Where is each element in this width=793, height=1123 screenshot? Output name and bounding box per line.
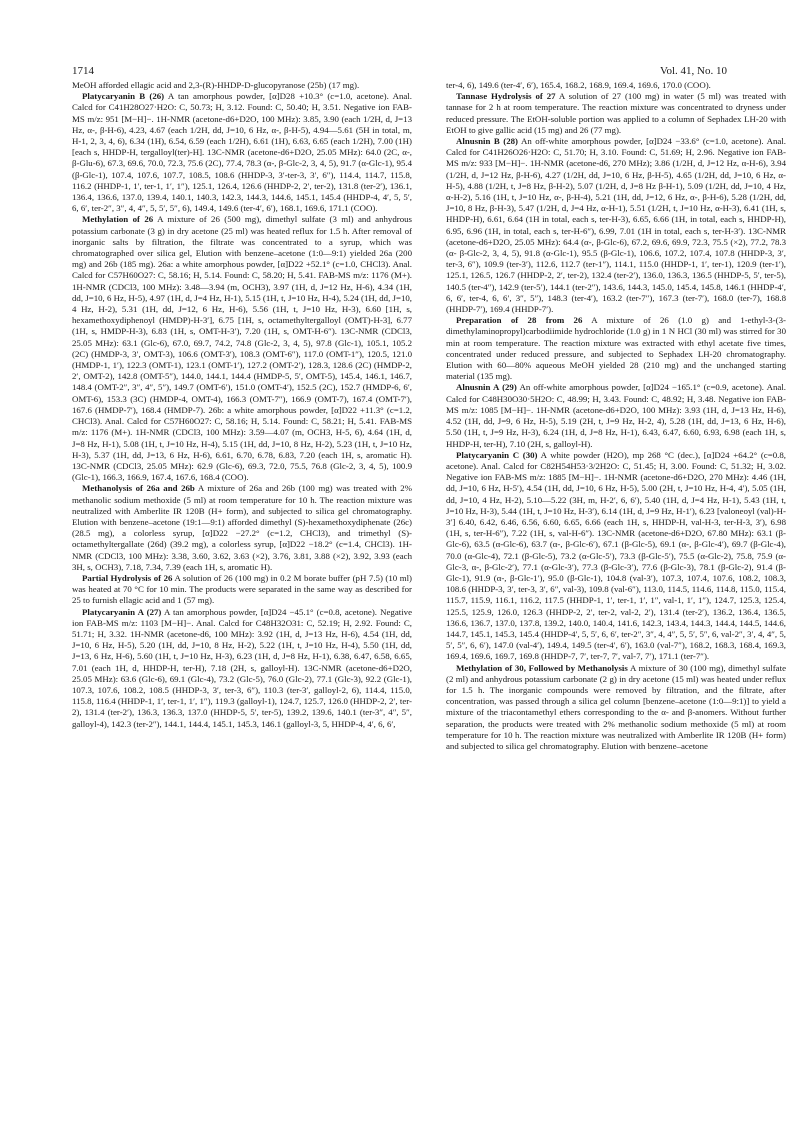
- paragraph-text: ter-4, 6), 149.6 (ter-4′, 6′), 165.4, 168.2, 168.9, 169.4, 169.6, 170.0 (COO).: [446, 80, 711, 90]
- paragraph-text: An off-white amorphous powder, [α]D24 −33.6° (c=1.0, acetone). Anal. Calcd for C41H26O26·H2O: C, 51.70; H, 3.10. Found: C, 51.69; H, 2.96. Negative ion FAB-MS m/z: 933 [M−H]−. 1H-NMR (acetone-d6, 270 MHz); 3.86 (1/2H, d, J=12 Hz, α-H-6), 3.94 (1/2H, d, J=12 Hz, β-H-6), 4.27 (1/2H, dd, J=10, 6 Hz, β-H-5), 4.65 (1/2H, dd, J=10, 6 Hz, α-H-5), 4.88 (1/2H, t, J=8 Hz, β-H-2), 5.07 (1/2H, d, J=8 Hz β-H-1), 5.09 (1/2H, dd, J=10, 4 Hz, α-H-2), 5.16 (1H, t, J=10 Hz, α-, β-H-4), 5.21 (1H, dd, J=12, 6 Hz, α-, β-H-6), 5.28 (1/2H, dd, J=10, 8 Hz, β-H-3), 5.47 (1/2H, d, J=4 Hz, α-H-1), 5.51 (1/2H, t, J=10 Hz, α-H-3), 6.41 (1H, s, HHDP-H), 6.61, 6.64 (1H in total, each s, ter-H-3), 6.65, 6.66 (1H, in total, each s, HHDP-H), 6.95, 6.96 (1H, in total, each s, ter-H-6″), 6.99, 7.01 (1H in total, each s, ter-H-3′). 13C-NMR (acetone-d6+D2O, 25.05 MHz): 64.4 (α-, β-Glc-6), 67.2, 69.6, 69.9, 72.3, 75.5 (×2), 77.2, 78.3 (α- β-Glc-2, 3, 4, 5), 91.8 (α-Glc-1), 95.5 (β-Glc-1), 106.6, 107.2, 107.4, 107.8 (HHDP-3, 3′, ter-3, 6″), 109.9 (ter-3′), 112.6, 112.7 (ter-1″), 114.1, 115.0 (HHDP-1, 1′, ter-1), 120.9 (ter-1′), 125.1, 126.5, 126.7 (HHDP-2, 2′, ter-2), 132.4 (ter-2′), 136.0, 136.3, 136.5 (HHDP-5, 5′, ter-5), 140.5 (ter-4″), 142.9 (ter-5′), 144.1 (ter-2″), 143.6, 144.3, 145.0, 145.4, 145.8, 146.1 (HHDP-4′, 6, 6′, ter-4, 6, 6′, 3″, 5″), 148.3 (ter-4′), 163.2 (ter-7″), 167.3 (ter-7′), 168.0 (ter-7), 168.8 (HHDP-7′), 169.4 (HHDP-7′).: [446, 136, 786, 315]
- paragraph: [446, 382, 786, 449]
- paragraph-heading: Tannase Hydrolysis of 27: [456, 91, 556, 102]
- paragraph-heading: Methylation of 30, Followed by Methanolysis: [456, 662, 628, 673]
- paragraph-heading: Alnusnin B (28): [456, 136, 518, 147]
- paragraph-text: A mixture of 26a and 26b (100 mg) was treated with 2% methanolic sodium methoxide (5 ml) at room temperature for 10 h. The reaction mixture was neutralized with Amberlite IR 120B (H+ form), and subjected to silica gel chromatography. Elution with benzene–acetone (19:1—9:1) afforded dimethyl (S)-hexamethoxydiphenate (26c) (28.5 mg), a colorless syrup, [α]D22 −27.2° (c=1.2, CHCl3), and trimethyl (S)-octamethyltergallate (26d) (39.2 mg), a colorless syrup, [α]D22 −18.2° (c=1.4, CHCl3). 1H-NMR (CDCl3, 100 MHz): 3.38, 3.60, 3.62, 3.63 (×2), 3.76, 3.81, 3.88 (×2), 3.92, 3.93 (each 3H, s, OCH3), 7.18, 7.34, 7.39 (each 1H, s, aromatic H).: [72, 483, 412, 572]
- paragraph: [446, 315, 786, 382]
- paragraph-text: An off-white amorphous powder, [α]D24 −165.1° (c=0.9, acetone). Anal. Calcd for C48H30O30·5H2O: C, 48.99; H, 3.43. Found: C, 48.92; H, 3.48. Negative ion FAB-MS m/z: 1085 [M−H]−. 1H-NMR (acetone-d6+D2O, 100 MHz): 3.93 (1H, d, J=13 Hz, H-6), 4.52 (1H, dd, J=9, 6 Hz, H-5), 5.19 (2H, t, J=9 Hz, H-2, 4), 5.28 (1H, dd, J=13, 6 Hz, H-6), 5.50 (1H, t, J=9 Hz, H-3), 6.24 (1H, d, J=8 Hz, H-1), 6.43, 6.47, 6.60, 6.93, 6.98 (each 1H, s, HHDP-H, ter-H), 7.10 (2H, s, galloyl-H).: [446, 382, 786, 449]
- page-number: 1714: [72, 65, 94, 77]
- paragraph-text: A tan amorphous powder, [α]D28 +10.3° (c=1.0, acetone). Anal. Calcd for C41H28O27·H2O: C, 50.73; H, 3.12. Found: C, 50.40; H, 3.51. Negative ion FAB-MS m/z: 951 [M−H]−. 1H-NMR (acetone-d6+D2O, 100 MHz): 3.85, 3.90 (each 1/2H, d, J=13 Hz, α-, β-H-6), 4.23, 4.67 (each 1/2H, dd, J=10, 6 Hz, α-, β-H-5), 4.94—5.61 (5H in total, m, H-1, 2, 3, 4, 6), 6.34 (1H), 6.54, 6.59 (each 1/2H), 6.61 (1H), 6.63, 6.65 (each 1/2H), 7.00 (1H) [each s, HHDP-H, tergalloyl(ter)-H]. 13C-NMR (acetone-d6+D2O, 25.05 MHz): 64.0 (2C, α-, β-Glu-6), 67.3, 69.6, 70.0, 72.3, 75.6 (2C), 77.4, 78.3 (α-, β-Glc-2, 3, 4, 5), 91.7 (α-Glc-1), 95.4 (β-Glc-1), 107.4, 107.6, 107.7, 108.5, 108.6 (HHDP-3, 3′-ter-3, 3′, 6″), 114.4, 114.7, 115.8, 116.2 (HHDP-1, 1′, ter-1, 1′, 1″), 125.1, 126.4, 126.6 (HHDP-2, 2′, ter-2), 131.8 (ter-2′), 136.1, 136.4, 136.6, 137.0, 139.4, 140.1, 140.3, 142.3, 144.3, 144.6, 145.1, 145.4 (HHDP-4, 4′, 5, 5′, 6, 6′, ter-2″, 3″, 4, 4″, 5, 5′, 5″, 6), 149.4, 149.6 (ter-4′, 6′), 168.1, 169.6, 171.1 (COO).: [72, 91, 412, 214]
- paragraph-text: A mixture of 26 (1.0 g) and 1-ethyl-3-(3-dimethylaminopropyl)carbodiimide hydrochloride (1.0 g) in 1 N HCl (30 ml) was stirred for 30 min at room temperature. The reaction mixture was extracted with ethyl acetate five times, concentrated under reduced pressure, and subjected to Sephadex LH-20 chromatography. Elution with 60—80% aqueous MeOH yielded 28 (210 mg) and the unchanged starting material (135 mg).: [446, 315, 786, 382]
- paragraph-heading: Platycaryanin C (30): [456, 449, 538, 460]
- paragraph: [72, 80, 412, 91]
- right-column: [446, 80, 786, 1105]
- volume-issue: Vol. 41, No. 10: [659, 65, 727, 77]
- paragraph-text: MeOH afforded ellagic acid and 2,3-(R)-HHDP-D-glucopyranose (25b) (17 mg).: [72, 80, 360, 90]
- paragraph-heading: Platycaryanin A (27): [82, 606, 162, 617]
- paragraph-heading: Methanolysis of 26a and 26b: [82, 483, 195, 494]
- paragraph-text: A mixture of 30 (100 mg), dimethyl sulfate (2 ml) and anhydrous potassium carbonate (2 g) in dry acetone (15 ml) was heated under reflux for 1.5 h. The inorganic compounds were removed by filtration, and the filtrate, after concentration, was passed through a silica gel column [benzene–acetone (1:0—9:1)] to yield a mixture of the triacontamethyl ethers corresponding to the α- and β-anomers. Without further separation, the products were treated with 2% methanolic sodium methoxide (5 ml) at room temperature for 10 h. The reaction mixture was neutralized with Amberlite IR 120B (H+ form) and subjected to silica gel chromatography. Elution with benzene–acetone: [446, 662, 786, 751]
- paragraph-text: A solution of 27 (100 mg) in water (5 ml) was treated with tannase for 2 h at room temperature. The reaction mixture was concentrated to dryness under reduced pressure. The EtOH-soluble portion was applied to a column of Sephadex LH-20 with EtOH to give gallic acid (15 mg) and 26 (77 mg).: [446, 91, 786, 135]
- paragraph-text: A white powder (H2O), mp 268 °C (dec.), [α]D24 +64.2° (c=0.8, acetone). Anal. Calcd for C82H54H53·3/2H2O: C, 51.45; H, 3.00. Found: C, 51.32; H, 3.02. Negative ion FAB-MS m/z: 1885 [M−H]−. 1H-NMR (acetone-d6+D2O, 270 MHz): 4.46 (1H, dd, J=10, 6 Hz, H-5′), 4.54 (1H, dd, J=10, 6 Hz, H-5), 5.00 (2H, t, J=10 Hz, H-4, 4′), 5.05 (1H, dd, J=10, 4 Hz, H-2), 5.10—5.22 (3H, m, H-2′, 6, 6′), 5.40 (1H, d, J=4 Hz, H-1), 5.43 (1H, t, J=10 Hz, H-3), 5.44 (1H, t, J=10 Hz, H-3′), 6.14 (1H, d, J=9 Hz, H-1′), 6.23 [valoneoyl (val)-H-3′] 6.40, 6.42, 6.46, 6.56, 6.60, 6.65, 6.66 (each 1H, s, HHDP-H, val-H-3, ter-H-3, 3′), 6.98 (1H, s, ter-H-6″), 7.22 (1H, s, val-H-6″). 13C-NMR (acetone-d6+D2O, 67.80 MHz): 63.1 (β-Glc-6), 63.5 (α-Glc-6), 63.7 (α-, β-Glc-6′), 67.1 (β-Glc-5), 69.1 (α-, β-Glc-4′), 69.7 (β-Glc-4), 70.0 (α-Glc-4), 72.1 (β-Glc-5), 73.2 (α-Glc-5′), 73.3 (β-Glc-5′), 75.5 (α-Glc-2), 75.8, 75.9 (α-Glc-3, α-, β-Glc-2′), 77.1 (α-Glc-3′), 77.3 (β-Glc-3′), 77.6 (β-Glc-3), 78.1 (β-Glc-2), 91.4 (β-Glc-1), 91.9 (α-, β-Glc-1′), 95.0 (β-Glc-1), 104.8 (val-3′), 107.3, 107.4, 107.6, 108.2, 108.3, 108.6 (HHDP-3, 3′, ter-3, 3′, 6″, val-3), 109.8 (val-6″), 113.0, 114.5, 114.6, 114.8, 115.0, 115.4, 115.7, 115.9, 116.1, 116.2, 117.5 (HHDP-1, 1′, ter-1, 1′, 1″, val-1, 1′, 1″), 124.7, 125.3, 125.4, 125.5, 125.9, 126.0, 126.3 (HHDP-2, 2′, ter-2, val-2, 2′), 131.4 (ter-2′), 136.2, 136.4, 136.5, 136.6, 136.7, 137.0, 137.8, 139.2, 140.0, 140.4, 141.6, 142.3, 143.4, 144.3, 144.4, 144.5, 144.6, 144.7, 145.1, 145.3, 145.4 (HHDP-4′, 5, 5′, 6, 6′, ter-2″, 3″, 4, 4″, 5, 5′, 5″, 6, val-2″, 3′, 4, 4″, 5, 5′, 5″, 6, 6′), 147.0 (val-4′), 149.4, 149.5 (ter-4′, 6′), 163.0 (val-7″), 168.2, 168.3, 168.4, 169.3, 169.4, 169.6, 169.7, 169.8 (HHDP-7, 7′, ter-7, 7′, val-7, 7′), 171.1 (ter-7″).: [446, 449, 786, 662]
- paragraph-heading: Alnusnin A (29): [456, 382, 517, 393]
- paragraph-heading: Partial Hydrolysis of 26: [82, 572, 173, 583]
- paragraph: [72, 573, 412, 607]
- paragraph: [446, 91, 786, 136]
- paragraph: [72, 91, 412, 214]
- running-head: [72, 64, 727, 80]
- paragraph-heading: Platycaryanin B (26): [82, 91, 165, 102]
- paragraph-text: A tan amorphous powder, [α]D24 −45.1° (c=0.8, acetone). Negative ion FAB-MS m/z: 1103 [M−H]−. Anal. Calcd for C48H32O31: C, 52.19; H, 2.92. Found: C, 51.71; H, 3.32. 1H-NMR (acetone-d6, 100 MHz): 3.92 (1H, d, J=13 Hz, H-6), 4.54 (1H, dd, J=10, 6 Hz, H-5), 5.20 (1H, dd, J=10, 8 Hz, H-2), 5.22 (1H, t, J=10 Hz, H-4), 5.50 (1H, dd, J=13, 6 Hz, H-6), 5.60 (1H, t, J=10 Hz, H-3), 6.23 (1H, d, J=8 Hz, H-1), 6.38, 6.47, 6.58, 6.65, 7.01 (each 1H, d, HHDP-H, ter-H), 7.18 (2H, s, galloyl-H). 13C-NMR (acetone-d6+D2O, 25.05 MHz): 63.6 (Glc-6), 69.1 (Glc-4), 73.2 (Glc-5), 76.0 (Glc-2), 77.1 (Glc-3), 92.2 (Glc-1), 107.3, 107.6, 108.2, 108.5 (HHDP-3, 3′, ter-3, 6″), 110.3 (ter-3′, galloyl-2, 6), 114.4, 115.0, 115.8, 116.4 (HHDP-1, 1′, ter-1, 1′, 1″), 119.3 (galloyl-1), 124.7, 125.7, 126.0 (HHDP-2, 2′, ter-2), 131.4 (ter-2′), 136.3, 136.3, 137.0 (HHDP-5, 5′, ter-5), 139.2, 139.6, 140.1 (ter-3″, 4″, 5″, galloyl-4), 142.3 (ter-2″), 144.1, 144.4, 145.1, 145.3, 146.1 (galloyl-3, 5, HHDP-4, 4′, 6, 6′,: [72, 606, 412, 729]
- paragraph: [72, 483, 412, 573]
- paragraph-heading: Methylation of 26: [82, 214, 154, 225]
- paragraph: [446, 80, 786, 91]
- paragraph: [446, 663, 786, 753]
- paragraph-heading: Preparation of 28 from 26: [456, 315, 583, 326]
- paragraph-text: A mixture of 26 (500 mg), dimethyl sulfate (3 ml) and anhydrous potassium carbonate (3 g) in dry acetone (25 ml) was heated reflux for 1.5 h. After removal of inorganic salts by filtration, the filtrate was concentrated to a syrup, which was chromatographed over silica gel, Elution with benzene–acetone (1:0—9:1) yielded 26a (200 mg) and 26b (185 mg). 26a: a white amorphous powder, [α]D22 +52.1° (c=1.0, CHCl3). Anal. Calcd for C57H60O27: C, 58.16; H, 5.14. Found: C, 58.20; H, 5.41. FAB-MS m/z: 1176 (M+). 1H-NMR (CDCl3, 100 MHz): 3.48—3.94 (m, OCH3), 3.97 (1H, d, J=12 Hz, H-6), 4.34 (1H, dd, J=10, 6 Hz, H-5), 4.97 (1H, d, J=4 Hz, H-1), 5.15 (1H, t, J=10 Hz, H-4), 5.24 (1H, dd, J=10, 4 Hz, H-2), 5.31 (1H, dd, J=12, 6 Hz, H-6), 5.56 (1H, t, J=10 Hz, H-3), 6.60 [1H, s, hexamethoxydiphenoyl (HMDP)-H-3′], 6.75 [1H, s, octamethyltergalloyl (OMT)-H-3], 6.77 (1H, s, HMDP-H-3), 6.83 (1H, s, OMT-H-3′), 7.20 (1H, s, OMT-H-6″). 13C-NMR (CDCl3, 25.05 MHz): 63.1 (Glc-6), 67.0, 69.7, 74.2, 74.8 (Glc-2, 3, 4, 5), 97.8 (Glc-1), 105.1, 105.2 (2C) (HMDP-3, 3′, OMT-3), 106.6 (OMT-3′), 108.3 (OMT-6″), 117.0 (OMT-1″), 120.5, 121.0 (HMDP-1, 1′), 122.3 (OMT-1), 123.1 (OMT-1′), 127.2 (OMT-2′), 128.3, 128.6 (2C) (HMDP-2, 2′, OMT-2), 142.8 (OMT-5″), 144.0, 144.1, 144.4 (HMDP-5, 5′, OMT-5), 145.4, 146.1, 146.7, 148.4 (OMT-2″, 3″, 4″, 5″), 149.7 (OMT-6′), 151.0 (OMT-4′), 152.5 (2C), 152.7 (HMDP-6, 6′, OMT-6), 153.3 (3C) (HMDP-4, OMT-4), 166.3 (OMT-7″), 166.9 (OMT-7), 167.4 (OMT-7′), 167.6 (HMDP-7′), 168.4 (HMDP-7). 26b: a white amorphous powder, [α]D22 +11.3° (c=1.2, CHCl3). Anal. Calcd for C57H60O27: C, 58.16; H, 5.14. Found: C, 58.21; H, 5.41. FAB-MS m/z: 1176 (M+). 1H-NMR (CDCl3, 100 MHz): 3.59—4.07 (m, OCH3, H-5, 6), 4.64 (1H, d, J=8 Hz, H-1), 5.08 (1H, t, J=10 Hz, H-4), 5.15 (1H, dd, J=10, 8 Hz, H-2), 5.23 (1H, t, J=10 Hz, H-3), 5.37 (1H, dd, J=13, 6 Hz, H-6), 6.61, 6.70, 6.78, 6.83, 7.20 (each 1H, s, aromatic H). 13C-NMR (CDCl3, 25.05 MHz): 62.9 (Glc-6), 69.3, 72.0, 75.5, 76.8 (Glc-2, 3, 4, 5), 100.9 (Glc-1), 166.3, 166.9, 167.4, 167.6, 168.4 (COO).: [72, 214, 412, 483]
- paragraph: [72, 607, 412, 730]
- left-column: [72, 80, 412, 1105]
- paragraph: [72, 214, 412, 483]
- paragraph: [446, 136, 786, 315]
- paragraph: [446, 450, 786, 663]
- paragraph-text: A solution of 26 (100 mg) in 0.2 M borate buffer (pH 7.5) (10 ml) was heated at 70 °C for 10 min. The products were separated in the same way as described for 25 to furnish ellagic acid and 1 (57 mg).: [72, 572, 412, 606]
